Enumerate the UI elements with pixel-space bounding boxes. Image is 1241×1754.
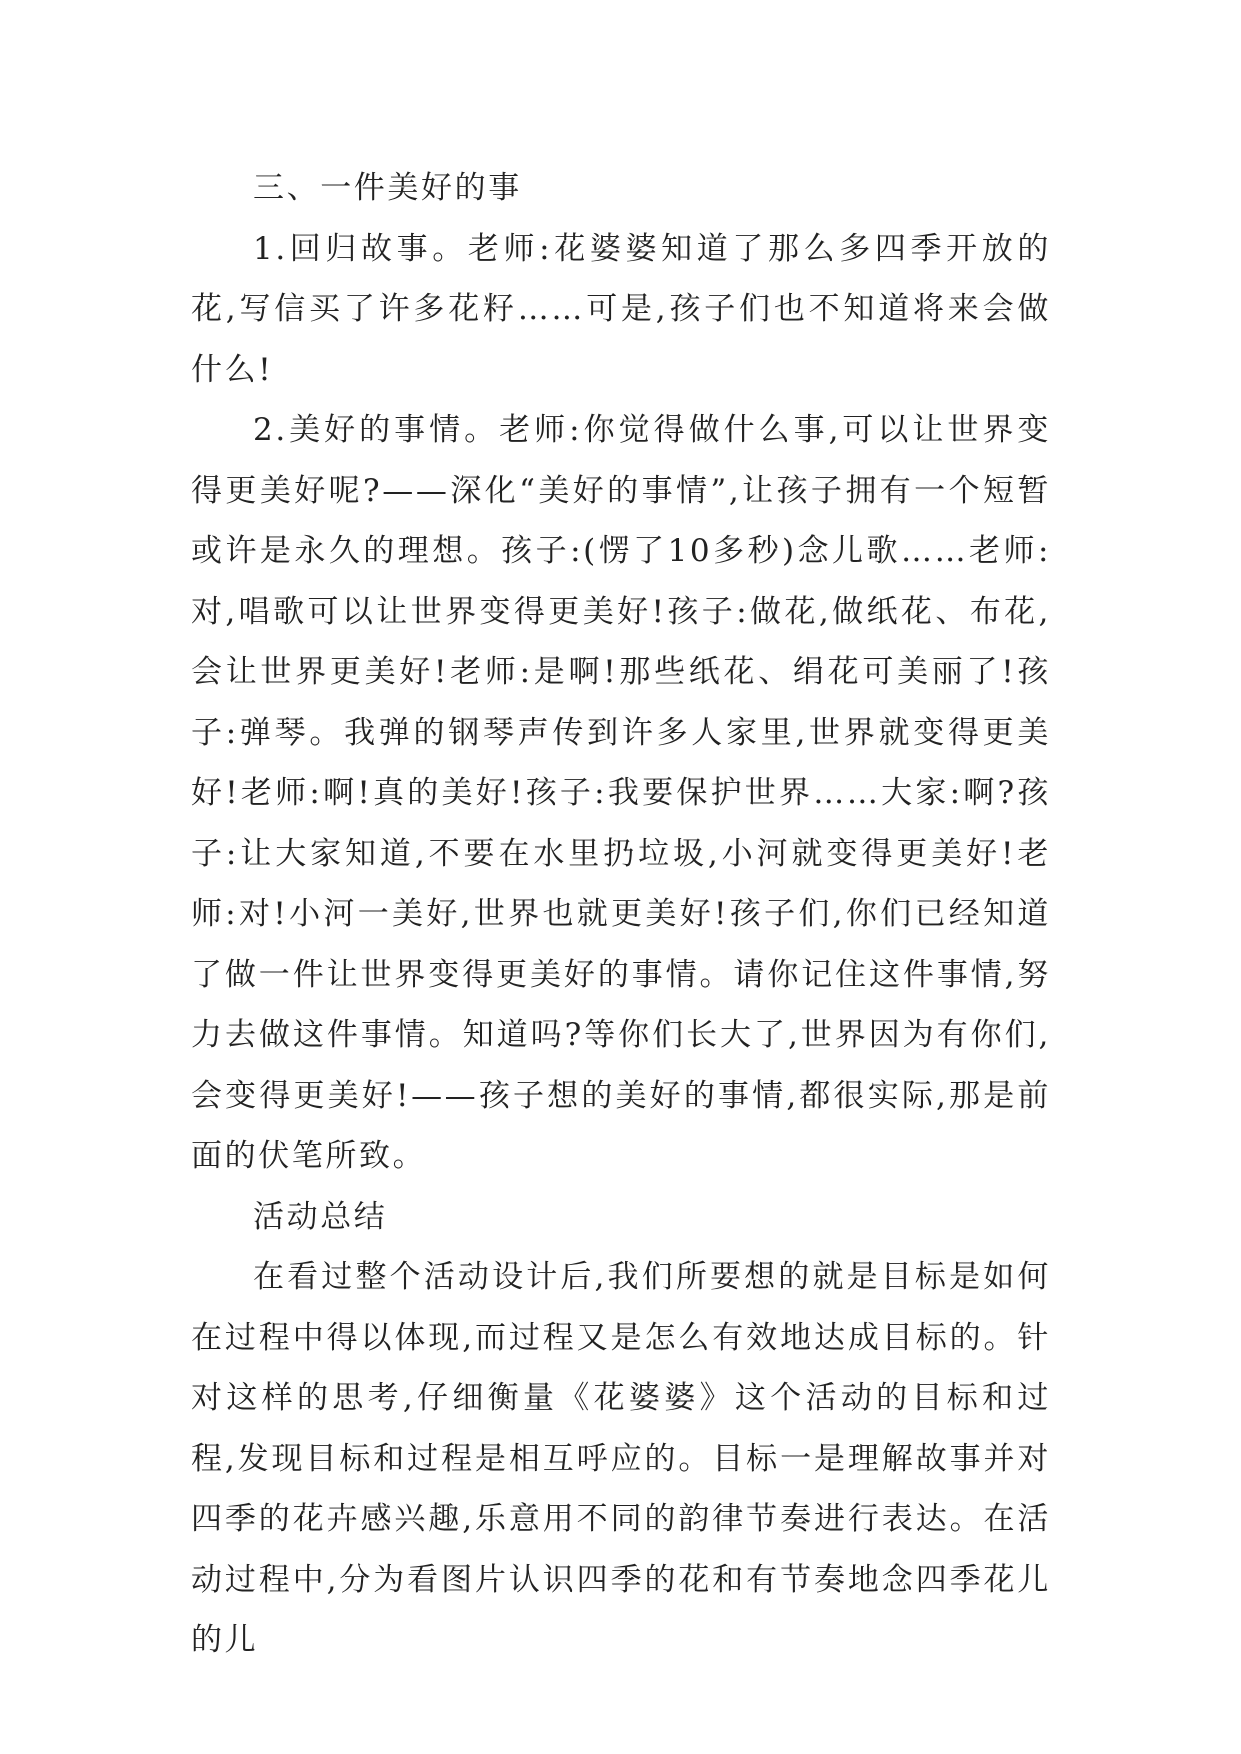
paragraph-summary: 在看过整个活动设计后,我们所要想的就是目标是如何在过程中得以体现,而过程又是怎么有效地达成目标的。针对这样的思考,仔细衡量《花婆婆》这个活动的目标和过程,发现目标和过程是相互呼应的。目标一是理解故事并对四季的花卉感兴趣,乐意用不同的韵律节奏进行表达。在活动过程中,分为看图片认识四季的花和有节奏地念四季花儿的儿: [191, 1259, 1051, 1658]
section-heading: 三、一件美好的事: [253, 170, 522, 206]
activity-summary-title: 活动总结: [253, 1198, 388, 1235]
document-body: [191, 158, 1051, 1671]
paragraph-return-to-story: 1.回归故事。老师:花婆婆知道了那么多四季开放的花,写信买了许多花籽……可是,孩子们也不知道将来会做什么!: [191, 230, 1051, 388]
paragraph-beautiful-things: 2.美好的事情。老师:你觉得做什么事,可以让世界变得更美好呢?——深化“美好的事情”,让孩子拥有一个短暂或许是永久的理想。孩子:(愣了10多秒)念儿歌……老师:对,唱歌可以让世界变得更美好!孩子:做花,做纸花、布花,会让世界更美好!老师:是啊!那些纸花、绢花可美丽了!孩子:弹琴。我弹的钢琴声传到许多人家里,世界就变得更美好!老师:啊!真的美好!孩子:我要保护世界……大家:啊?孩子:让大家知道,不要在水里扔垃圾,小河就变得更美好!老师:对!小河一美好,世界也就更美好!孩子们,你们已经知道了做一件让世界变得更美好的事情。请你记住这件事情,努力去做这件事情。知道吗?等你们长大了,世界因为有你们,会变得更美好!——孩子想的美好的事情,都很实际,那是前面的伏笔所致。: [191, 412, 1051, 1174]
